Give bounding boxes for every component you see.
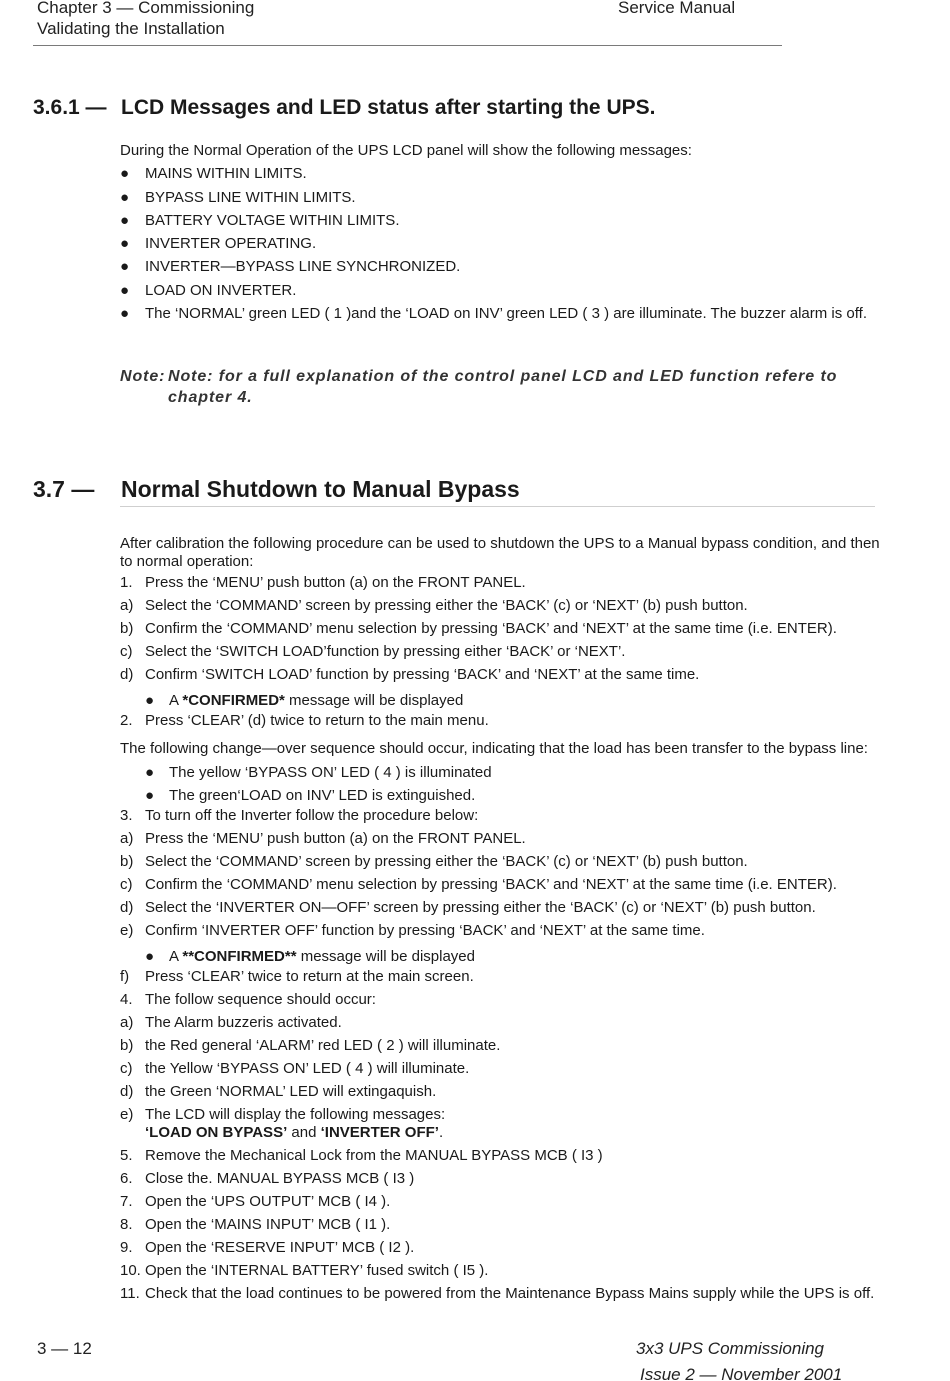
- step-text: Remove the Mechanical Lock from the MANUAL BYPASS MCB ( I3 ): [145, 1147, 603, 1164]
- bullet-dot: ●: [120, 165, 130, 182]
- step-text: The Alarm buzzeris activated.: [145, 1014, 342, 1031]
- step-text: Confirm ‘SWITCH LOAD’ function by pressing ‘BACK’ and ‘NEXT’ at the same time.: [145, 666, 700, 683]
- step-marker: d): [120, 666, 134, 683]
- bullet-dot: ●: [120, 189, 130, 206]
- step-marker: 4.: [120, 991, 133, 1008]
- step-text: Check that the load continues to be powered from the Maintenance Bypass Mains supply while the UPS is off.: [145, 1285, 875, 1302]
- step-text: Select the ‘COMMAND’ screen by pressing either the ‘BACK’ (c) or ‘NEXT’ (b) push button.: [145, 853, 748, 870]
- note-text: Note: for a full explanation of the control panel LCD and LED function refere to chapter 4.: [168, 368, 838, 406]
- step-text: Confirm ‘INVERTER OFF’ function by pressing ‘BACK’ and ‘NEXT’ at the same time.: [145, 922, 705, 939]
- step-marker: a): [120, 1014, 134, 1031]
- step-marker: 7.: [120, 1193, 133, 1210]
- bullet-text: BYPASS LINE WITHIN LIMITS.: [145, 189, 356, 206]
- section-number: 3.6.1 —: [33, 96, 107, 119]
- step-text: Press ‘CLEAR’ (d) twice to return to the main menu.: [145, 712, 489, 729]
- bullet-dot: ●: [145, 948, 155, 965]
- step-text: The follow sequence should occur:: [145, 991, 376, 1008]
- lcd-message-load-on-bypass: ‘LOAD ON BYPASS’: [145, 1124, 288, 1141]
- bullet-text: MAINS WITHIN LIMITS.: [145, 165, 307, 182]
- step-marker: c): [120, 643, 133, 660]
- step-text: To turn off the Inverter follow the procedure below:: [145, 807, 479, 824]
- step-text: Select the ‘SWITCH LOAD’function by pressing either ‘BACK’ or ‘NEXT’.: [145, 643, 626, 660]
- step-marker: a): [120, 597, 134, 614]
- step-marker: 11.: [120, 1285, 140, 1302]
- lcd-message-and: and: [287, 1124, 321, 1141]
- step-text: Close the. MANUAL BYPASS MCB ( I3 ): [145, 1170, 415, 1187]
- confirm-prefix: A: [169, 948, 183, 965]
- step-marker: a): [120, 830, 134, 847]
- step-marker: e): [120, 1106, 134, 1123]
- step-text: Confirm the ‘COMMAND’ menu selection by pressing ‘BACK’ and ‘NEXT’ at the same time (i.e. ENTER).: [145, 876, 837, 893]
- bullet-dot: ●: [120, 305, 130, 322]
- confirm-keyword: **CONFIRMED**: [182, 948, 297, 965]
- running-header-left: [37, 0, 254, 39]
- step-text: Press the ‘MENU’ push button (a) on the FRONT PANEL.: [145, 574, 526, 591]
- step-marker: 9.: [120, 1239, 133, 1256]
- bullet-text: The green‘LOAD on INV’ LED is extinguished.: [169, 787, 476, 804]
- bullet-dot: ●: [145, 692, 155, 709]
- step-marker: 1.: [120, 574, 133, 591]
- bullet-text: The ‘NORMAL’ green LED ( 1 )and the ‘LOAD on INV’ green LED ( 3 ) are illuminate. The buzzer alarm is off.: [145, 305, 867, 322]
- step-text: the Yellow ‘BYPASS ON’ LED ( 4 ) will illuminate.: [145, 1060, 470, 1077]
- bullet-text: INVERTER—BYPASS LINE SYNCHRONIZED.: [145, 258, 461, 275]
- step-marker: d): [120, 899, 134, 916]
- step-text: The LCD will display the following messages:: [145, 1106, 446, 1123]
- note-block: [120, 366, 880, 408]
- step-marker: c): [120, 1060, 133, 1077]
- confirm-suffix: message will be displayed: [296, 948, 475, 965]
- step-text: Select the ‘COMMAND’ screen by pressing either the ‘BACK’ (c) or ‘NEXT’ (b) push button.: [145, 597, 748, 614]
- footer-issue: Issue 2 — November 2001: [640, 1365, 843, 1381]
- step-text: Open the ‘INTERNAL BATTERY’ fused switch ( I5 ).: [145, 1262, 489, 1279]
- step-marker: 6.: [120, 1170, 133, 1187]
- header-chapter: Chapter 3 — Commissioning: [37, 0, 255, 17]
- step-marker: 3.: [120, 807, 133, 824]
- header-manual: Service Manual: [618, 0, 736, 17]
- step-text: the Red general ‘ALARM’ red LED ( 2 ) will illuminate.: [145, 1037, 501, 1054]
- bullet-text: BATTERY VOLTAGE WITHIN LIMITS.: [145, 212, 400, 229]
- page-number: 3 — 12: [37, 1339, 92, 1358]
- step-marker: 2.: [120, 712, 133, 729]
- lcd-message-inverter-off: ‘INVERTER OFF’: [320, 1124, 439, 1141]
- step-text: the Green ‘NORMAL’ LED will extingaquish.: [145, 1083, 437, 1100]
- bullet-dot: ●: [145, 787, 155, 804]
- note-label: Note:: [120, 368, 166, 385]
- bullet-dot: ●: [120, 282, 130, 299]
- s361-intro: During the Normal Operation of the UPS LCD panel will show the following messages:: [120, 142, 692, 159]
- confirm-suffix: message will be displayed: [284, 692, 464, 709]
- step-marker: 10.: [120, 1262, 141, 1279]
- step-marker: c): [120, 876, 133, 893]
- section-title: Normal Shutdown to Manual Bypass: [121, 476, 520, 502]
- bullet-text: INVERTER OPERATING.: [145, 235, 317, 252]
- section-rule: [120, 506, 875, 507]
- footer-title: 3x3 UPS Commissioning: [636, 1339, 825, 1358]
- step-marker: f): [120, 968, 130, 985]
- lcd-message-end: .: [438, 1124, 444, 1141]
- confirm-keyword: *CONFIRMED*: [182, 692, 285, 709]
- step-text: Confirm the ‘COMMAND’ menu selection by pressing ‘BACK’ and ‘NEXT’ at the same time (i.e. ENTER).: [145, 620, 837, 637]
- header-section: Validating the Installation: [37, 19, 225, 38]
- bullet-dot: ●: [120, 212, 130, 229]
- changeover-paragraph: The following change—over sequence should occur, indicating that the load has been transfer to the bypass line:: [120, 740, 868, 757]
- bullet-dot: ●: [145, 764, 155, 781]
- step-marker: 5.: [120, 1147, 133, 1164]
- step-marker: 8.: [120, 1216, 133, 1233]
- step-text: Open the ‘RESERVE INPUT’ MCB ( I2 ).: [145, 1239, 415, 1256]
- step-marker: b): [120, 1037, 134, 1054]
- bullet-dot: ●: [120, 235, 130, 252]
- bullet-dot: ●: [120, 258, 130, 275]
- section-title: LCD Messages and LED status after starting the UPS.: [121, 96, 656, 119]
- section-number: 3.7 —: [33, 476, 95, 502]
- bullet-text: LOAD ON INVERTER.: [145, 282, 297, 299]
- header-rule: [33, 45, 782, 46]
- step-text: Press ‘CLEAR’ twice to return at the main screen.: [145, 968, 474, 985]
- step-marker: e): [120, 922, 134, 939]
- step-text: Press the ‘MENU’ push button (a) on the FRONT PANEL.: [145, 830, 526, 847]
- step-marker: d): [120, 1083, 134, 1100]
- s37-intro: After calibration the following procedure can be used to shutdown the UPS to a Manual bypass condition, and then to normal operation:: [120, 535, 880, 570]
- step-text: Open the ‘UPS OUTPUT’ MCB ( I4 ).: [145, 1193, 391, 1210]
- step-text: Select the ‘INVERTER ON—OFF’ screen by pressing either the ‘BACK’ (c) or ‘NEXT’ (b) push button.: [145, 899, 816, 916]
- bullet-text: The yellow ‘BYPASS ON’ LED ( 4 ) is illuminated: [169, 764, 492, 781]
- step-marker: b): [120, 620, 134, 637]
- confirm-prefix: A: [169, 692, 183, 709]
- step-marker: b): [120, 853, 134, 870]
- step-text: Open the ‘MAINS INPUT’ MCB ( I1 ).: [145, 1216, 391, 1233]
